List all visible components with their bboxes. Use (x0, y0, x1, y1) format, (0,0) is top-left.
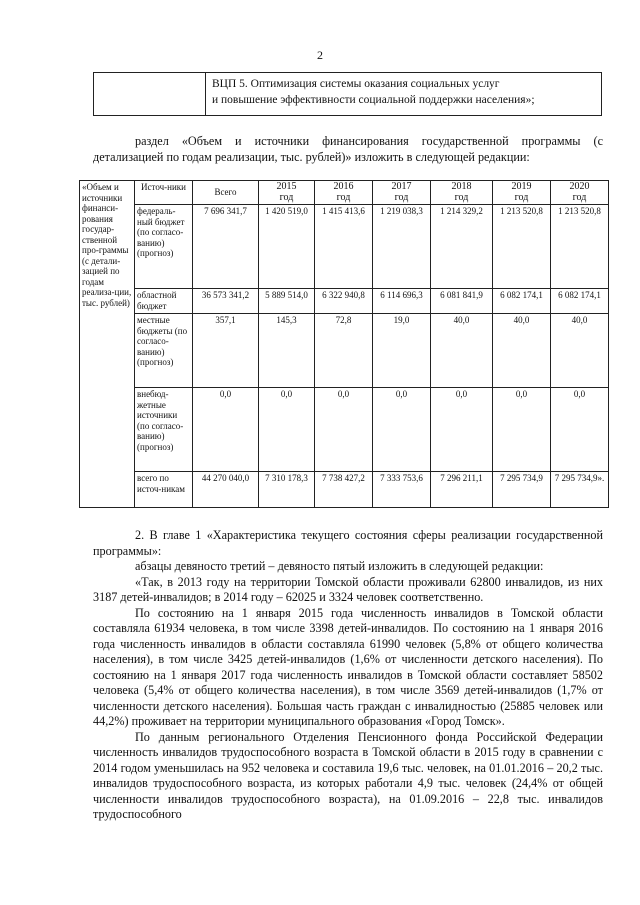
value-cell: 5 889 514,0 (259, 289, 315, 314)
year-header-2018: 2018 год (431, 181, 493, 205)
year-header-2019: 2019 год (493, 181, 551, 205)
value-cell: 40,0 (551, 314, 609, 388)
value-cell: 6 082 174,1 (493, 289, 551, 314)
value-cell: 1 415 413,6 (315, 205, 373, 289)
value-cell: 1 213 520,8 (551, 205, 609, 289)
value-cell: 7 295 734,9». (551, 472, 609, 508)
source-cell: внебюд-жетные источники (по согласо-ванию) (прогноз) (135, 388, 193, 472)
value-cell: 7 295 734,9 (493, 472, 551, 508)
vcp-line-2: и повышение эффективности социальной поддержки населения»; (212, 94, 535, 106)
paragraph-2015-2017: По состоянию на 1 января 2015 года численность инвалидов в Томской области составляла 61934 человека, в том числе 3398 детей-инвалидов. По состоянию на 1 января 2016 года численность инвалидов в области составляла 61990 человек (5,8% от общего количества населения), в том числе 3425 детей-инвалидов (1,6% от численности детского населения). По состоянию на 1 января 2017 года численность инвалидов в Томской области составляет 58502 человека (5,4% от общего количества населения), в том числе 3569 детей-инвалидов (1,7% от численности детского населения). Большая часть граждан с инвалидностью (25885 человек или 44,2%) проживает на территории муниципального образования «Город Томск». (93, 605, 603, 728)
page-number: 2 (317, 48, 323, 62)
value-cell: 0,0 (493, 388, 551, 472)
value-cell: 6 114 696,3 (373, 289, 431, 314)
value-cell: 19,0 (373, 314, 431, 388)
value-cell: 0,0 (551, 388, 609, 472)
paragraph-pension-fund: По данным регионального Отделения Пенсионного фонда Российской Федерации численность инвалидов трудоспособного возраста в Томской области в 2015 году в сравнении с 2014 годом уменьшилась на 952 человека и составила 19,6 тыс. человек, на 01.01.2016 – 20,2 тыс. инвалидов трудоспособного возраста, из которых работали 4,9 тыс. человек (24,4% от общей численности инвалидов трудоспособного возраста), на 01.09.2016 – 22,8 тыс. инвалидов трудоспособного (93, 729, 603, 821)
paragraph-item-2: 2. В главе 1 «Характеристика текущего состояния сферы реализации государственной программы»: (93, 528, 603, 558)
total-cell: 44 270 040,0 (193, 472, 259, 508)
value-cell: 1 213 520,8 (493, 205, 551, 289)
value-cell: 7 333 753,6 (373, 472, 431, 508)
total-header: Всего (193, 181, 259, 205)
vcp-cell (206, 73, 541, 115)
value-cell: 0,0 (259, 388, 315, 472)
value-cell: 40,0 (431, 314, 493, 388)
vcp-line-1: ВЦП 5. Оптимизация системы оказания социальных услуг (212, 78, 500, 90)
year-header-2017: 2017 год (373, 181, 431, 205)
sources-header: Источ-ники (135, 181, 193, 205)
source-cell: федераль-ный бюджет (по согласо-ванию) (прогноз) (135, 205, 193, 289)
total-cell: 36 573 341,2 (193, 289, 259, 314)
empty-cell (94, 73, 206, 115)
value-cell: 6 081 841,9 (431, 289, 493, 314)
total-cell: 357,1 (193, 314, 259, 388)
paragraph-instruction: абзацы девяносто третий – девяносто пятый изложить в следующей редакции: (135, 559, 544, 573)
value-cell: 7 738 427,2 (315, 472, 373, 508)
value-cell: 6 322 940,8 (315, 289, 373, 314)
value-cell: 1 214 329,2 (431, 205, 493, 289)
source-cell: местные бюджеты (по согласо-ванию) (прогноз) (135, 314, 193, 388)
year-header-2020: 2020 год (551, 181, 609, 205)
table-row-extrabudget (80, 388, 609, 472)
source-cell: всего по источ-никам (135, 472, 193, 508)
value-cell: 7 296 211,1 (431, 472, 493, 508)
intro-paragraph: раздел «Объем и источники финансирования государственной программы (с детализацией по годам реализации, тыс. рублей)» изложить в следующей редакции: (93, 134, 603, 164)
financing-label-cell: «Объем и источники финанси-рования государ-ственной про-граммы (с детали-зацией по годам реализа-ции, тыс. рублей) (80, 181, 135, 508)
financing-table (79, 180, 609, 508)
value-cell: 0,0 (373, 388, 431, 472)
year-header-2015: 2015 год (259, 181, 315, 205)
value-cell: 0,0 (315, 388, 373, 472)
value-cell: 7 310 178,3 (259, 472, 315, 508)
paragraph-2013: «Так, в 2013 году на территории Томской области проживали 62800 инвалидов, из них 3187 детей-инвалидов; в 2014 году – 62025 и 3324 человек соответственно. (93, 574, 603, 604)
table-row-federal (80, 205, 609, 289)
value-cell: 1 420 519,0 (259, 205, 315, 289)
value-cell: 0,0 (431, 388, 493, 472)
year-header-2016: 2016 год (315, 181, 373, 205)
value-cell: 72,8 (315, 314, 373, 388)
table-row-regional (80, 289, 609, 314)
value-cell: 40,0 (493, 314, 551, 388)
total-cell: 7 696 341,7 (193, 205, 259, 289)
program-table-fragment (93, 72, 602, 116)
table-row-total (80, 472, 609, 508)
value-cell: 1 219 038,3 (373, 205, 431, 289)
table-row-local (80, 314, 609, 388)
total-cell: 0,0 (193, 388, 259, 472)
value-cell: 6 082 174,1 (551, 289, 609, 314)
source-cell: областной бюджет (135, 289, 193, 314)
value-cell: 145,3 (259, 314, 315, 388)
body-text (93, 528, 603, 823)
